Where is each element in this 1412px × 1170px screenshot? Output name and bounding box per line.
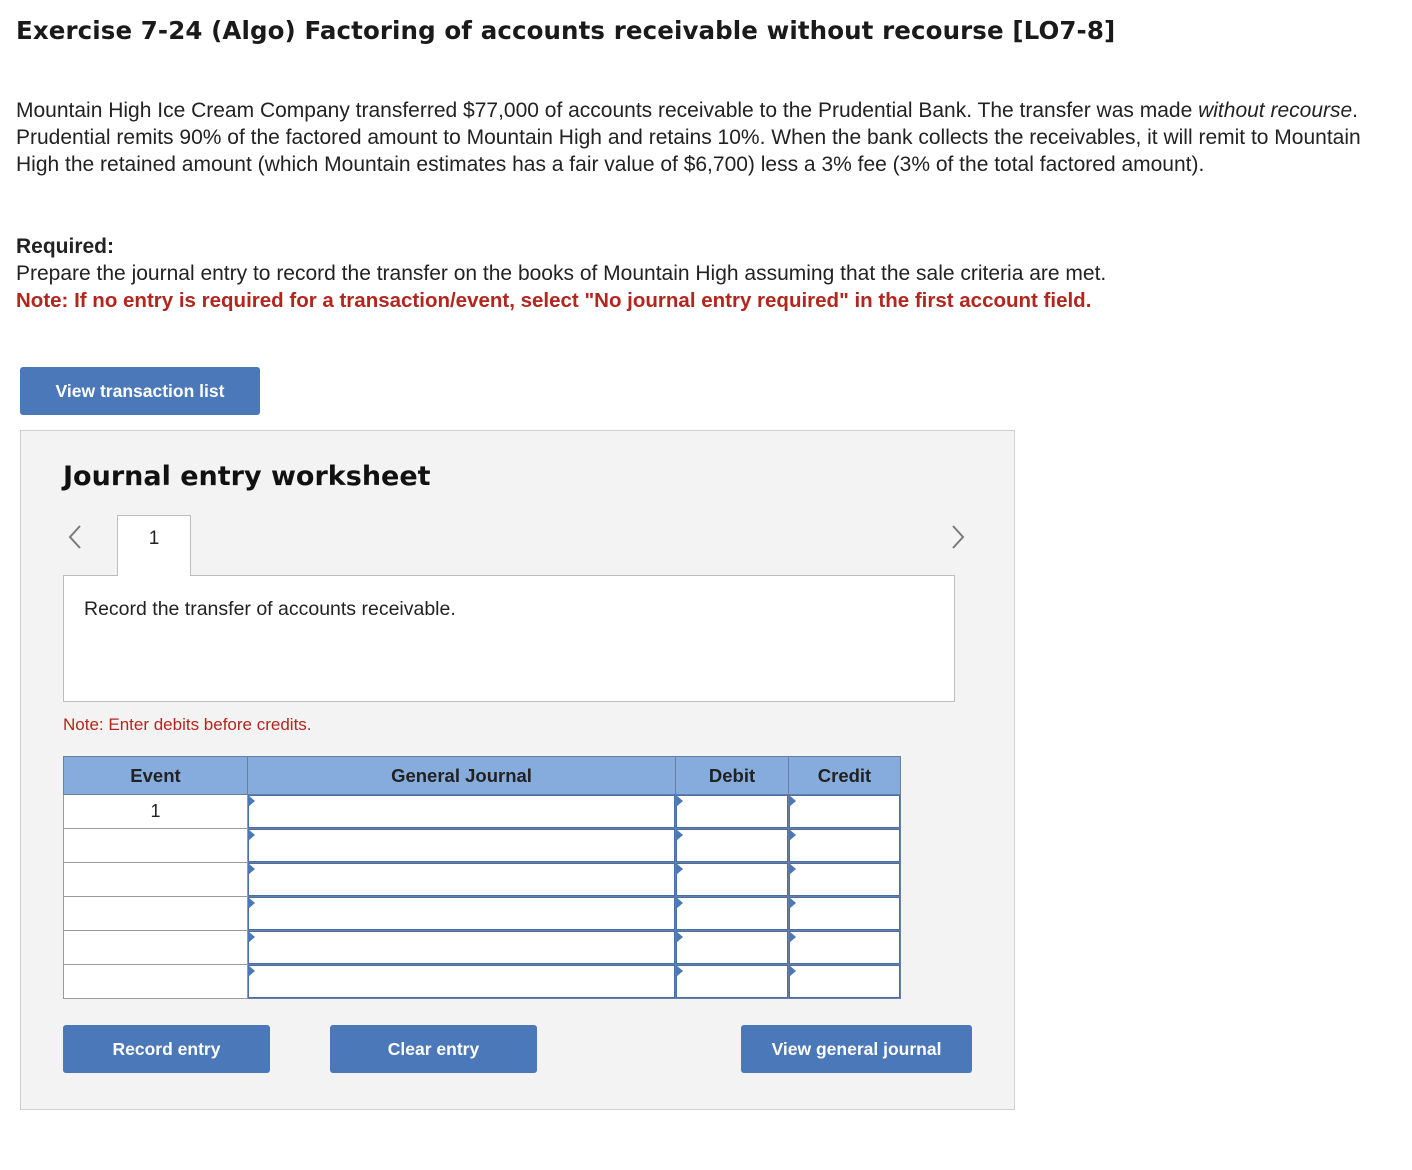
table-row bbox=[64, 795, 901, 829]
view-general-journal-button[interactable]: View general journal bbox=[741, 1025, 972, 1073]
event-cell bbox=[64, 863, 248, 897]
tab-entry-1[interactable]: 1 bbox=[117, 515, 191, 576]
clear-entry-button[interactable]: Clear entry bbox=[330, 1025, 537, 1073]
column-header-general-journal: General Journal bbox=[248, 757, 676, 795]
required-note: Note: If no entry is required for a transaction/event, select "No journal entry required" in the first account field. bbox=[16, 289, 1092, 312]
required-label: Required: bbox=[16, 235, 115, 258]
chevron-left-icon[interactable] bbox=[63, 523, 87, 551]
view-transaction-list-button[interactable]: View transaction list bbox=[20, 367, 260, 415]
account-select[interactable] bbox=[248, 863, 676, 897]
problem-text-italic: without recourse bbox=[1198, 99, 1353, 122]
debit-input[interactable] bbox=[676, 795, 789, 829]
entry-description-box bbox=[63, 575, 955, 702]
event-cell: 1 bbox=[64, 795, 248, 829]
exercise-title: Exercise 7-24 (Algo) Factoring of accounts receivable without recourse [LO7-8] bbox=[16, 16, 1116, 45]
column-header-credit: Credit bbox=[789, 757, 901, 795]
credit-input[interactable] bbox=[789, 965, 901, 999]
table-row bbox=[64, 897, 901, 931]
debit-input[interactable] bbox=[676, 931, 789, 965]
debit-input[interactable] bbox=[676, 829, 789, 863]
problem-text-part1: Mountain High Ice Cream Company transferred $77,000 of accounts receivable to the Prudential Bank. The transfer was made bbox=[16, 99, 1199, 122]
debit-input[interactable] bbox=[676, 965, 789, 999]
table-row bbox=[64, 931, 901, 965]
event-cell bbox=[64, 829, 248, 863]
problem-text-part2: . Prudential remits 90% of the factored amount to Mountain High and retains 10%. When the bank collects the receivables, it will remit to Mountain High the retained amount (which Mountain estimates has a fair value of $6,700) less a 3% fee (3% of the total factored amount). bbox=[16, 99, 1361, 176]
entry-description: Record the transfer of accounts receivable. bbox=[84, 598, 456, 620]
journal-entry-worksheet bbox=[20, 430, 1015, 1110]
record-entry-button[interactable]: Record entry bbox=[63, 1025, 270, 1073]
chevron-right-icon[interactable] bbox=[946, 523, 970, 551]
account-select[interactable] bbox=[248, 897, 676, 931]
debits-credits-note: Note: Enter debits before credits. bbox=[63, 715, 312, 734]
event-cell bbox=[64, 931, 248, 965]
account-select[interactable] bbox=[248, 829, 676, 863]
table-row bbox=[64, 965, 901, 999]
event-cell bbox=[64, 897, 248, 931]
journal-header-row bbox=[64, 757, 901, 795]
credit-input[interactable] bbox=[789, 829, 901, 863]
debit-input[interactable] bbox=[676, 863, 789, 897]
table-row bbox=[64, 829, 901, 863]
account-select[interactable] bbox=[248, 965, 676, 999]
column-header-event: Event bbox=[64, 757, 248, 795]
table-row bbox=[64, 863, 901, 897]
problem-statement bbox=[16, 97, 1396, 178]
required-prompt: Prepare the journal entry to record the transfer on the books of Mountain High assuming that the sale criteria are met. bbox=[16, 262, 1107, 285]
credit-input[interactable] bbox=[789, 795, 901, 829]
debit-input[interactable] bbox=[676, 897, 789, 931]
journal-table bbox=[63, 756, 901, 999]
worksheet-title: Journal entry worksheet bbox=[63, 461, 431, 492]
account-select[interactable] bbox=[248, 931, 676, 965]
column-header-debit: Debit bbox=[676, 757, 789, 795]
credit-input[interactable] bbox=[789, 931, 901, 965]
account-select[interactable] bbox=[248, 795, 676, 829]
event-cell bbox=[64, 965, 248, 999]
credit-input[interactable] bbox=[789, 897, 901, 931]
credit-input[interactable] bbox=[789, 863, 901, 897]
